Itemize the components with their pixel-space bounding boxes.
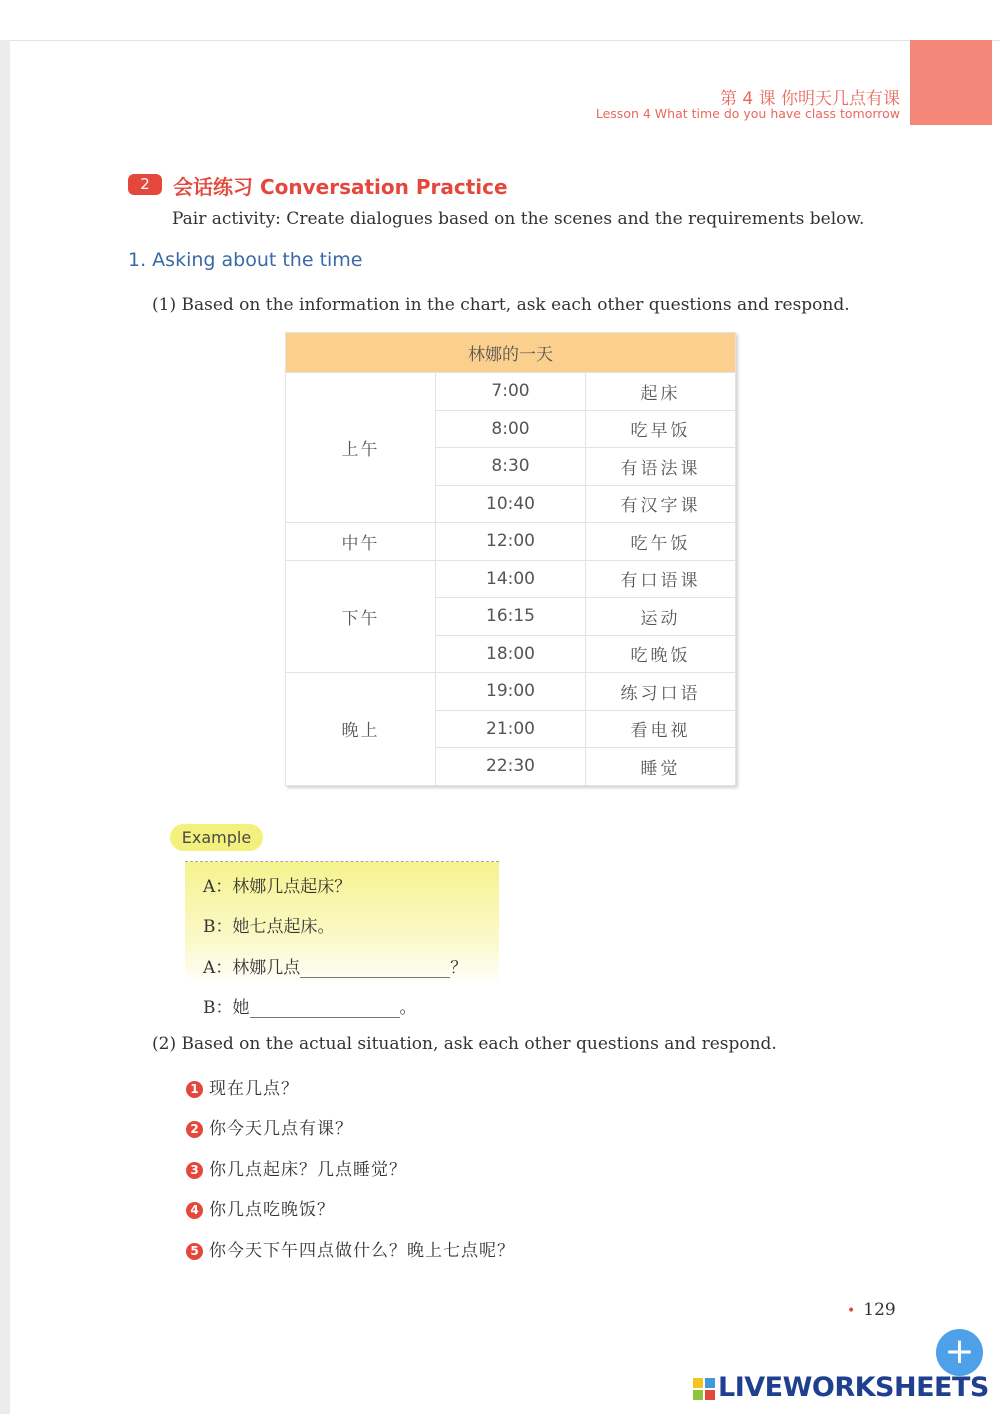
- activity-cell: 吃午饭: [586, 523, 736, 561]
- dialogue-text: 她七点起床。: [232, 917, 335, 937]
- dialogue-line: [203, 872, 351, 897]
- question-item: [186, 1195, 335, 1220]
- activity-cell: 有口语课: [586, 560, 736, 598]
- speaker-label: A：: [203, 877, 233, 897]
- time-cell: 12:00: [436, 523, 586, 561]
- page-top-edge: [10, 40, 1000, 41]
- activity-cell: 看电视: [586, 710, 736, 748]
- page-bullet: •: [847, 1303, 856, 1319]
- section-title: 会话练习 Conversation Practice: [173, 175, 508, 199]
- page-number-text: 129: [863, 1300, 896, 1320]
- brand-text[interactable]: LIVEWORKSHEETS: [718, 1372, 989, 1403]
- liveworksheets-logo-icon: [693, 1378, 715, 1400]
- activity-cell: 起床: [586, 373, 736, 411]
- dialogue-line: [203, 953, 467, 978]
- answer-blank[interactable]: [300, 961, 450, 978]
- question-text: 现在几点？: [209, 1079, 299, 1099]
- question-text: 你几点吃晚饭？: [209, 1200, 335, 1220]
- question-item: [186, 1074, 299, 1099]
- dialogue-text: 林娜几点: [232, 958, 301, 978]
- question-number: 1: [186, 1081, 203, 1098]
- schedule-table: [285, 332, 736, 786]
- time-cell: 18:00: [436, 635, 586, 673]
- dialogue-line: [203, 993, 417, 1018]
- speaker-label: A：: [203, 958, 233, 978]
- question-item: [186, 1114, 353, 1139]
- time-cell: 7:00: [436, 373, 586, 411]
- activity-cell: 运动: [586, 598, 736, 636]
- task1-instruction: (1) Based on the information in the chart, ask each other questions and respond.: [152, 295, 850, 315]
- period-cell: 下午: [286, 560, 436, 673]
- speaker-label: B：: [203, 998, 233, 1018]
- lesson-title-english: Lesson 4 What time do you have class tomorrow: [595, 106, 900, 121]
- activity-cell: 睡觉: [586, 748, 736, 786]
- dialogue-end: 。: [399, 998, 417, 1018]
- question-item: [186, 1236, 515, 1261]
- question-text: 你今天下午四点做什么？晚上七点呢？: [209, 1241, 515, 1261]
- section-intro: Pair activity: Create dialogues based on the scenes and the requirements below.: [172, 209, 865, 229]
- page-left-edge: [0, 40, 10, 1414]
- time-cell: 22:30: [436, 748, 586, 786]
- activity-cell: 练习口语: [586, 673, 736, 711]
- time-cell: 10:40: [436, 485, 586, 523]
- question-number: 4: [186, 1202, 203, 1219]
- dialogue-text: 她: [232, 998, 250, 1018]
- table-row: [286, 523, 736, 561]
- speaker-label: B：: [203, 917, 233, 937]
- subsection-heading: 1. Asking about the time: [128, 249, 363, 271]
- activity-cell: 有语法课: [586, 448, 736, 486]
- table-row: [286, 373, 736, 411]
- activity-cell: 有汉字课: [586, 485, 736, 523]
- question-item: [186, 1155, 407, 1180]
- page-number: [847, 1300, 896, 1320]
- question-text: 你今天几点有课？: [209, 1119, 353, 1139]
- time-cell: 14:00: [436, 560, 586, 598]
- table-row: [286, 673, 736, 711]
- lesson-title-chinese: 第 4 课 你明天几点有课: [719, 89, 900, 109]
- schedule-title: 林娜的一天: [286, 333, 736, 373]
- question-number: 2: [186, 1121, 203, 1138]
- activity-cell: 吃晚饭: [586, 635, 736, 673]
- question-number: 3: [186, 1162, 203, 1179]
- add-button[interactable]: +: [936, 1329, 983, 1376]
- time-cell: 16:15: [436, 598, 586, 636]
- table-row: [286, 560, 736, 598]
- example-label: Example: [170, 824, 263, 851]
- period-cell: 中午: [286, 523, 436, 561]
- period-cell: 上午: [286, 373, 436, 523]
- chapter-tab: [910, 40, 992, 125]
- dialogue-line: [203, 912, 335, 937]
- time-cell: 19:00: [436, 673, 586, 711]
- question-number: 5: [186, 1243, 203, 1260]
- section-number-badge: 2: [128, 174, 162, 195]
- time-cell: 8:00: [436, 410, 586, 448]
- dialogue-end: ？: [450, 958, 468, 978]
- dialogue-text: 林娜几点起床？: [232, 877, 352, 897]
- time-cell: 21:00: [436, 710, 586, 748]
- question-text: 你几点起床？几点睡觉？: [209, 1160, 407, 1180]
- task2-instruction: (2) Based on the actual situation, ask each other questions and respond.: [152, 1034, 777, 1054]
- activity-cell: 吃早饭: [586, 410, 736, 448]
- answer-blank[interactable]: [250, 1001, 400, 1018]
- period-cell: 晚上: [286, 673, 436, 786]
- time-cell: 8:30: [436, 448, 586, 486]
